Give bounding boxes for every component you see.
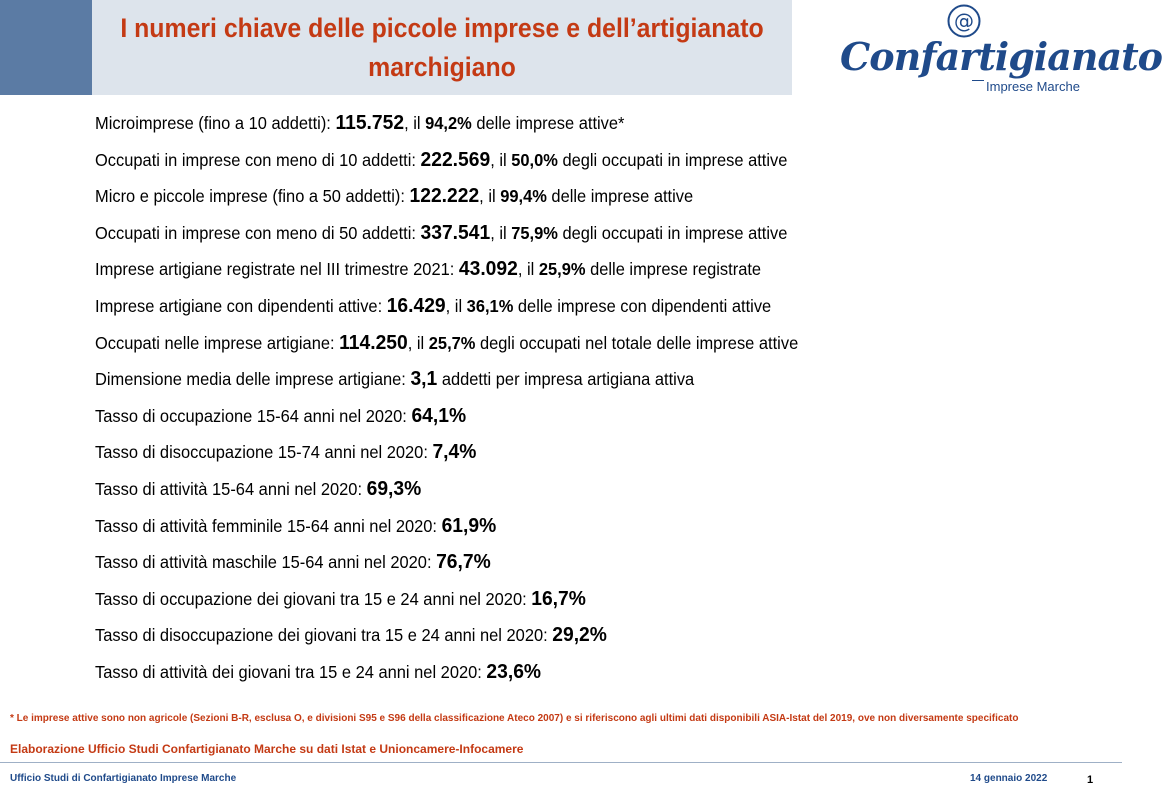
figure-share: 25,7%	[428, 332, 476, 353]
figure-value: 69,3%	[366, 476, 422, 500]
header-accent-block	[0, 0, 92, 95]
key-figure-item	[95, 183, 798, 220]
figure-value: 61,9%	[441, 513, 497, 537]
figure-description: delle imprese registrate	[585, 259, 762, 280]
key-figure-item	[95, 622, 798, 659]
figure-share: 36,1%	[466, 295, 514, 316]
figure-label: Tasso di occupazione 15-64 anni nel 2020:	[95, 405, 412, 426]
figure-value: 337.541	[420, 220, 491, 244]
logo-subtitle: Imprese Marche	[986, 79, 1080, 94]
page-title: I numeri chiave delle piccole imprese e dell’artigianato marchigiano	[120, 12, 764, 82]
figure-value: 122.222	[409, 184, 480, 208]
logo-divider	[972, 80, 984, 81]
figure-label: Occupati nelle imprese artigiane:	[95, 332, 340, 353]
footer-divider	[0, 762, 1122, 763]
figure-value: 29,2%	[552, 623, 607, 647]
figure-description: degli occupati in imprese attive	[557, 222, 788, 243]
figure-label: Tasso di disoccupazione 15-74 anni nel 2020:	[95, 442, 433, 463]
figure-value: 115.752	[335, 111, 405, 134]
title-box	[92, 0, 792, 95]
key-figure-item	[95, 403, 798, 440]
key-figure-item	[95, 586, 798, 623]
footer-date: 14 gennaio 2022	[970, 773, 1048, 784]
figure-connector: , il	[479, 186, 501, 207]
figure-description: delle imprese con dipendenti attive	[513, 295, 772, 316]
figure-label: Micro e piccole imprese (fino a 50 addetti):	[95, 186, 410, 207]
key-figure-item	[95, 293, 798, 330]
key-figure-item	[95, 659, 798, 696]
key-figure-item	[95, 549, 798, 586]
figure-value: 16.429	[386, 293, 446, 317]
figure-value: 43.092	[458, 257, 518, 281]
figure-description: delle imprese attive	[546, 186, 694, 207]
figure-label: Tasso di attività femminile 15-64 anni nel 2020:	[95, 515, 442, 536]
figure-value: 64,1%	[411, 403, 467, 427]
figure-label: Dimensione media delle imprese artigiane:	[95, 369, 411, 390]
figure-value: 76,7%	[436, 550, 491, 574]
figure-connector: , il	[490, 149, 512, 170]
figure-share: 99,4%	[500, 186, 547, 207]
key-figure-item	[95, 366, 798, 403]
source-note: Elaborazione Ufficio Studi Confartigianato Marche su dati Istat e Unioncamere-Infocamere	[10, 742, 524, 756]
key-figure-item	[95, 147, 798, 184]
key-figure-item	[95, 513, 798, 550]
confartigianato-logo	[840, 4, 1162, 96]
figure-value: 16,7%	[531, 586, 586, 610]
key-figure-item	[95, 439, 798, 476]
figure-connector: , il	[407, 332, 429, 353]
footnote: * Le imprese attive sono non agricole (Sezioni B-R, esclusa O, e divisioni S95 e S96 della classificazione Ateco 2007) e si riferiscono agli ultimi dati disponibili ASIA-Istat del 2019, ove non diversamente specificato	[10, 713, 1019, 724]
logo-wordmark: Confartigianato	[840, 34, 1162, 79]
figure-description: delle imprese attive*	[471, 113, 625, 133]
figure-value: 23,6%	[486, 659, 542, 683]
key-figure-item	[95, 330, 798, 367]
figure-connector: , il	[445, 295, 467, 316]
figure-value: 222.569	[420, 147, 491, 171]
key-figure-item	[95, 256, 798, 293]
svg-text:@: @	[954, 9, 974, 33]
figure-label: Tasso di attività maschile 15-64 anni nel 2020:	[95, 552, 437, 573]
at-symbol-icon	[947, 4, 981, 38]
figure-share: 75,9%	[511, 222, 558, 243]
figure-description: addetti per impresa artigiana attiva	[437, 369, 695, 390]
figure-value: 3,1	[410, 367, 438, 391]
figure-value: 114.250	[339, 330, 408, 354]
figure-description: degli occupati in imprese attive	[557, 149, 788, 170]
figure-description: degli occupati nel totale delle imprese attive	[475, 332, 799, 353]
figure-connector: , il	[517, 259, 539, 280]
figure-label: Imprese artigiane con dipendenti attive:	[95, 295, 387, 316]
figure-label: Tasso di attività 15-64 anni nel 2020:	[95, 478, 367, 499]
figure-label: Occupati in imprese con meno di 50 addetti:	[95, 222, 421, 243]
figure-label: Microimprese (fino a 10 addetti):	[95, 113, 336, 133]
figure-label: Tasso di disoccupazione dei giovani tra 15 e 24 anni nel 2020:	[95, 625, 553, 646]
key-figures-list	[95, 110, 843, 696]
figure-share: 25,9%	[538, 259, 586, 280]
page-number: 1	[1087, 774, 1094, 786]
figure-label: Tasso di attività dei giovani tra 15 e 24 anni nel 2020:	[95, 661, 487, 682]
figure-value: 7,4%	[432, 440, 477, 464]
key-figure-item	[95, 220, 798, 257]
figure-connector: , il	[404, 113, 426, 133]
figure-label: Imprese artigiane registrate nel III trimestre 2021:	[95, 259, 459, 280]
key-figure-item	[95, 110, 798, 147]
footer-office: Ufficio Studi di Confartigianato Imprese Marche	[10, 773, 237, 784]
figure-label: Tasso di occupazione dei giovani tra 15 e 24 anni nel 2020:	[95, 588, 532, 609]
figure-connector: , il	[490, 222, 512, 243]
figure-label: Occupati in imprese con meno di 10 addetti:	[95, 149, 421, 170]
figure-share: 94,2%	[425, 113, 472, 133]
key-figure-item	[95, 476, 798, 513]
figure-share: 50,0%	[511, 149, 558, 170]
